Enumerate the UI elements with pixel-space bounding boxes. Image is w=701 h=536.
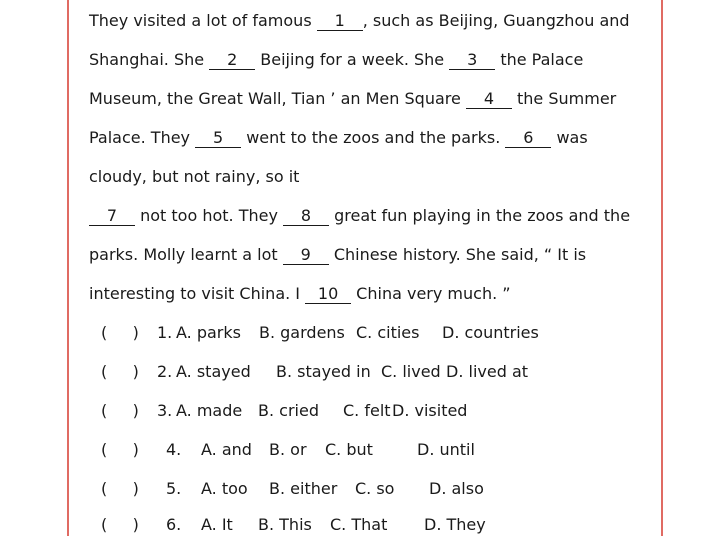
passage-text: Beijing for a week. She bbox=[255, 50, 450, 69]
option-a: A. stayed bbox=[176, 362, 251, 381]
option-d: D. also bbox=[429, 479, 484, 498]
passage-text: They visited a lot of famous bbox=[89, 11, 317, 30]
option-b: B. or bbox=[269, 440, 307, 459]
passage-text: Chinese history. She said, “ It is bbox=[328, 245, 587, 264]
option-d: D. lived at bbox=[446, 362, 529, 381]
passage-text: not too hot. They bbox=[135, 206, 283, 225]
answer-paren[interactable]: ( ) bbox=[101, 401, 139, 420]
question-number: 4. bbox=[166, 440, 182, 459]
option-d: D. until bbox=[417, 440, 475, 459]
blank-4: 4 bbox=[466, 90, 512, 109]
passage-line-3 bbox=[89, 89, 616, 109]
option-d: D. They bbox=[424, 515, 486, 534]
option-c: C. but bbox=[325, 440, 373, 459]
blank-2: 2 bbox=[209, 51, 255, 70]
option-c: C. so bbox=[355, 479, 395, 498]
option-c: C. cities bbox=[356, 323, 420, 342]
blank-10: 10 bbox=[305, 285, 351, 304]
question-number: 3. bbox=[157, 401, 173, 420]
question-number: 6. bbox=[166, 515, 182, 534]
passage-line-2 bbox=[89, 50, 583, 70]
option-a: A. too bbox=[201, 479, 248, 498]
blank-9: 9 bbox=[283, 246, 329, 265]
blank-3: 3 bbox=[449, 51, 495, 70]
passage-text: went to the zoos and the parks. bbox=[241, 128, 506, 147]
option-d: D. visited bbox=[392, 401, 468, 420]
option-a: A. and bbox=[201, 440, 252, 459]
passage-text: China very much. ” bbox=[351, 284, 511, 303]
answer-paren[interactable]: ( ) bbox=[101, 362, 139, 381]
passage-line-6 bbox=[89, 206, 630, 226]
option-a: A. parks bbox=[176, 323, 241, 342]
passage-text: Palace. They bbox=[89, 128, 196, 147]
passage-line-7 bbox=[89, 245, 586, 265]
passage-text: the Palace bbox=[495, 50, 584, 69]
answer-paren[interactable]: ( ) bbox=[101, 323, 139, 342]
option-a: A. made bbox=[176, 401, 243, 420]
blank-6: 6 bbox=[505, 129, 551, 148]
option-c: C. That bbox=[330, 515, 388, 534]
answer-paren[interactable]: ( ) bbox=[101, 515, 139, 534]
passage-text: interesting to visit China. I bbox=[89, 284, 306, 303]
option-b: B. either bbox=[269, 479, 338, 498]
answer-paren[interactable]: ( ) bbox=[101, 440, 139, 459]
answer-paren[interactable]: ( ) bbox=[101, 479, 139, 498]
blank-1: 1 bbox=[317, 12, 363, 31]
option-c: C. felt bbox=[343, 401, 391, 420]
option-b: B. This bbox=[258, 515, 312, 534]
passage-text: Shanghai. She bbox=[89, 50, 210, 69]
passage-line-1 bbox=[89, 11, 630, 31]
question-number: 5. bbox=[166, 479, 182, 498]
option-d: D. countries bbox=[442, 323, 539, 342]
blank-7: 7 bbox=[89, 207, 135, 226]
option-c: C. lived bbox=[381, 362, 441, 381]
passage-text: parks. Molly learnt a lot bbox=[89, 245, 283, 264]
option-a: A. It bbox=[201, 515, 233, 534]
passage-text: the Summer bbox=[511, 89, 617, 108]
passage-line-4 bbox=[89, 128, 588, 148]
passage-text: cloudy, but not rainy, so it bbox=[89, 167, 300, 186]
passage-text: Museum, the Great Wall, Tian ’ an Men Square bbox=[89, 89, 466, 108]
option-b: B. gardens bbox=[259, 323, 345, 342]
question-number: 1. bbox=[157, 323, 173, 342]
blank-8: 8 bbox=[283, 207, 329, 226]
passage-line-8 bbox=[89, 284, 511, 304]
passage-text: was bbox=[551, 128, 588, 147]
blank-5: 5 bbox=[195, 129, 241, 148]
option-b: B. stayed in bbox=[276, 362, 371, 381]
passage-text: great fun playing in the zoos and the bbox=[329, 206, 631, 225]
passage-text: , such as Beijing, Guangzhou and bbox=[362, 11, 630, 30]
option-b: B. cried bbox=[258, 401, 319, 420]
passage-line-5 bbox=[89, 167, 299, 187]
question-number: 2. bbox=[157, 362, 173, 381]
